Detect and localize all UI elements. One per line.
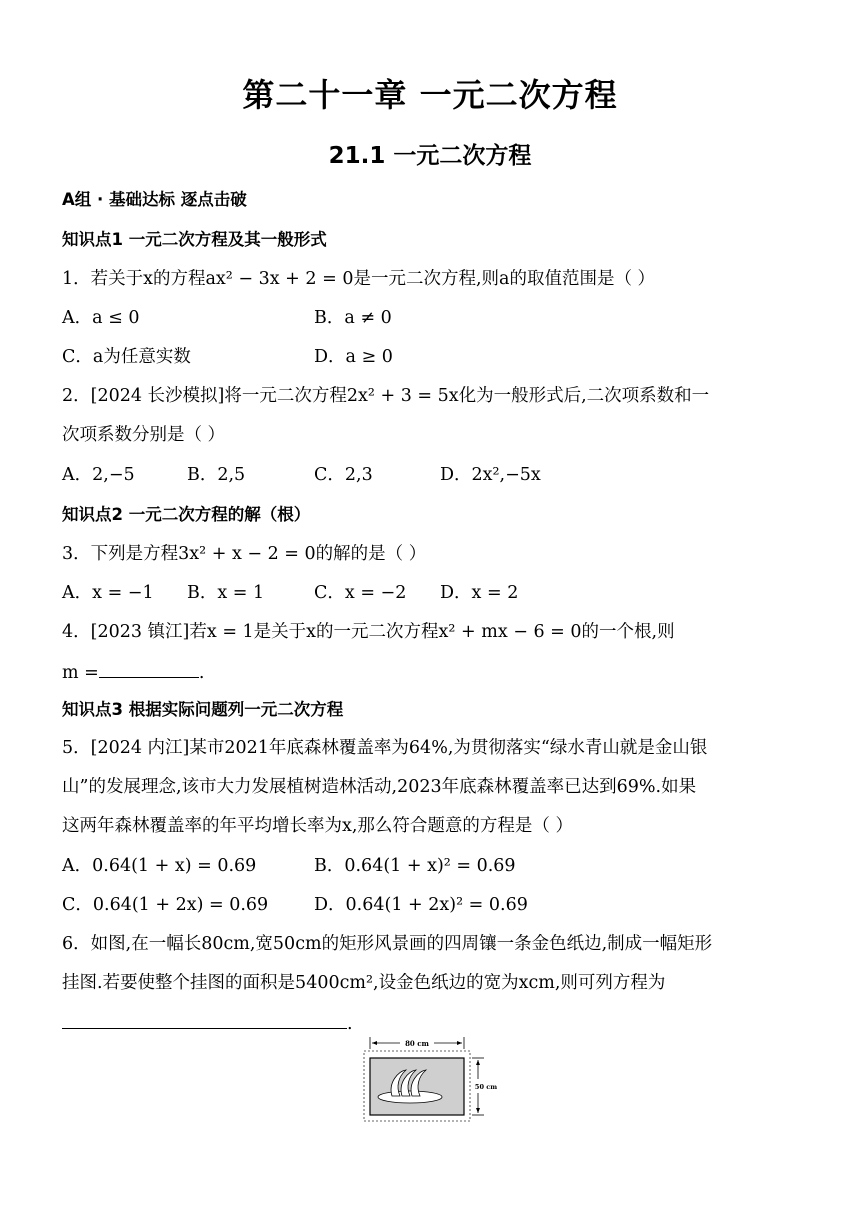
q1-option-a: A．a ≤ 0 <box>62 308 140 328</box>
q3-stem: 3．下列是方程3x² + x − 2 = 0的解的是（ ） <box>62 544 427 564</box>
q6-stem-line3 <box>62 1010 353 1037</box>
q6-stem-line1: 6．如图,在一幅长80cm,宽50cm的矩形风景画的四周镶一条金色纸边,制成一幅矩形 <box>62 934 713 954</box>
kp3-heading: 知识点3 根据实际问题列一元二次方程 <box>62 700 344 719</box>
q2-option-b: B．2,5 <box>187 465 246 485</box>
chapter-title: 第二十一章 一元二次方程 <box>242 76 618 114</box>
q5-stem-line1: 5．[2024 内江]某市2021年底森林覆盖率为64%,为贯彻落实“绿水青山就是金山银 <box>62 738 708 758</box>
q5-option-d: D．0.64(1 + 2x)² = 0.69 <box>314 895 528 915</box>
q6-stem-line2: 挂图.若要使整个挂图的面积是5400cm²,设金色纸边的宽为xcm,则可列方程为 <box>62 973 666 993</box>
arrowhead-icon <box>476 1108 480 1113</box>
q2-stem-line2: 次项系数分别是（ ） <box>62 425 226 445</box>
q5-option-c: C．0.64(1 + 2x) = 0.69 <box>62 895 269 915</box>
kp1-heading: 知识点1 一元二次方程及其一般形式 <box>62 230 327 249</box>
q5-option-a: A．0.64(1 + x) = 0.69 <box>62 856 257 876</box>
q2-option-a: A．2,−5 <box>62 465 135 485</box>
q4-stem-line1: 4．[2023 镇江]若x = 1是关于x的一元二次方程x² + mx − 6 = 0的一个根,则 <box>62 622 675 642</box>
q4-answer-suffix: . <box>198 663 205 683</box>
q6-answer-suffix: . <box>347 1014 353 1034</box>
q1-option-d: D．a ≥ 0 <box>314 347 393 367</box>
q5-option-b: B．0.64(1 + x)² = 0.69 <box>314 856 516 876</box>
height-label: 50 cm <box>474 1083 498 1091</box>
width-label: 80 cm <box>405 1039 429 1048</box>
q3-option-a: A．x = −1 <box>62 583 154 603</box>
q3-option-c: C．x = −2 <box>314 583 407 603</box>
q2-stem-line1: 2．[2024 长沙模拟]将一元二次方程2x² + 3 = 5x化为一般形式后,二次项系数和一 <box>62 386 710 406</box>
q3-option-d: D．x = 2 <box>440 583 519 603</box>
q4-answer-blank[interactable] <box>99 659 199 678</box>
q2-option-d: D．2x²,−5x <box>440 465 541 485</box>
boat-hull <box>378 1091 442 1103</box>
q5-stem-line3: 这两年森林覆盖率的年平均增长率为x,那么符合题意的方程是（ ） <box>62 816 573 836</box>
q1-option-b: B．a ≠ 0 <box>314 308 392 328</box>
arrowhead-icon <box>476 1060 480 1065</box>
q3-option-b: B．x = 1 <box>187 583 265 603</box>
section-title: 21.1 一元二次方程 <box>328 143 532 169</box>
q4-stem-line2 <box>62 659 204 686</box>
q2-option-c: C．2,3 <box>314 465 373 485</box>
q1-option-c: C．a为任意实数 <box>62 347 191 367</box>
arrowhead-icon <box>372 1041 377 1045</box>
arrowhead-icon <box>457 1041 462 1045</box>
group-heading: A组 · 基础达标 逐点击破 <box>62 190 247 209</box>
kp2-heading: 知识点2 一元二次方程的解（根） <box>62 505 311 524</box>
q6-answer-blank[interactable] <box>62 1010 347 1029</box>
q1-stem: 1．若关于x的方程ax² − 3x + 2 = 0是一元二次方程,则a的取值范围是（ ） <box>62 269 656 289</box>
q4-answer-prefix: m = <box>62 663 99 683</box>
framed-painting-figure <box>362 1035 498 1125</box>
q5-stem-line2: 山”的发展理念,该市大力发展植树造林活动,2023年底森林覆盖率已达到69%.如果 <box>62 777 697 797</box>
